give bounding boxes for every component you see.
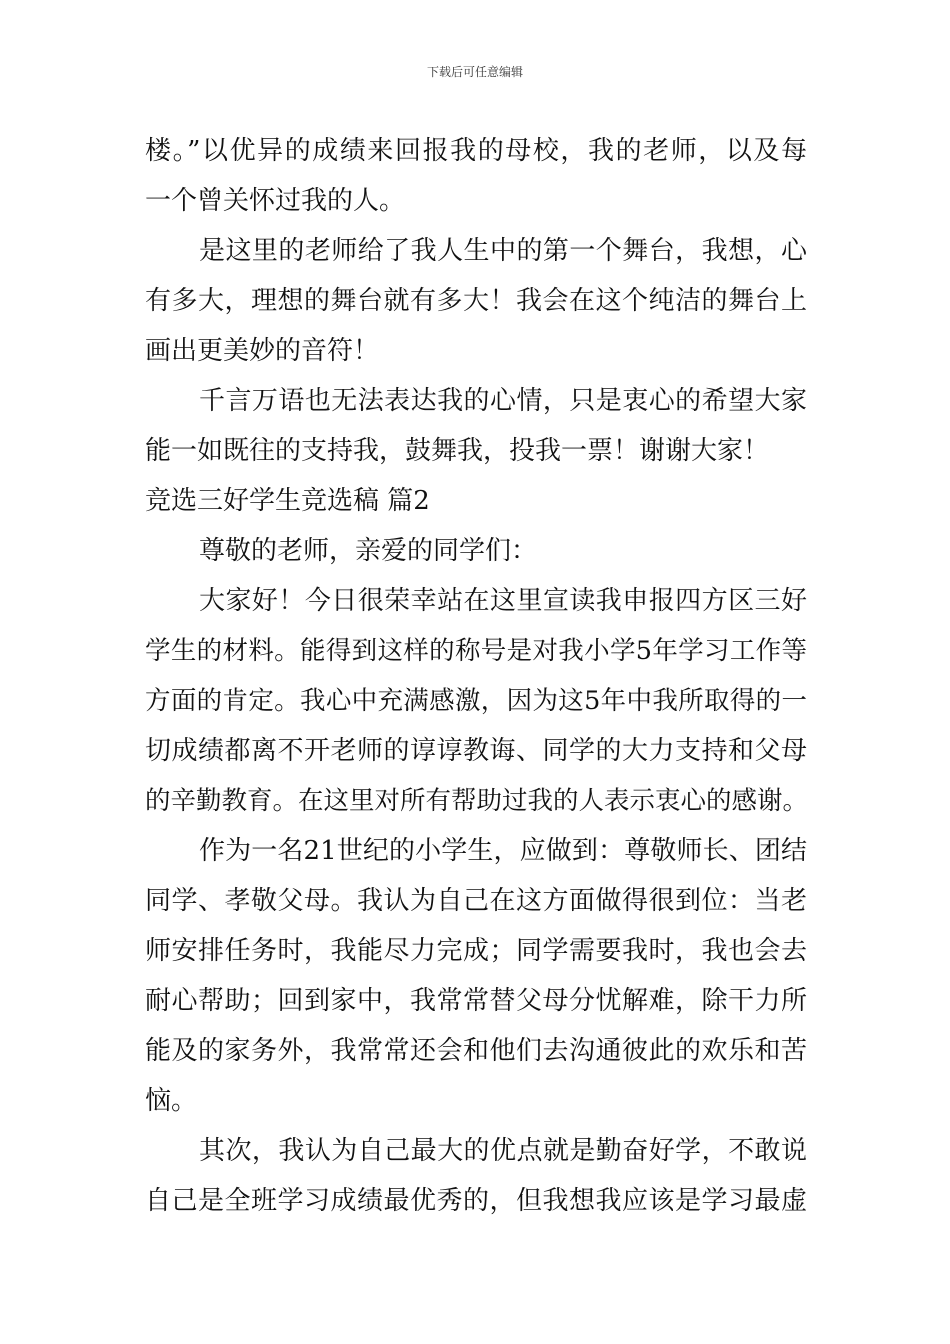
text-line: 画出更美妙的音符！ [145,336,380,366]
text-line: 的辛勤教育。在这里对所有帮助过我的人表示衷心的感谢。 [145,786,809,816]
text-line: 师安排任务时，我能尽力完成；同学需要我时，我也会去 [145,936,807,966]
section-heading: 竞选三好学生竞选稿 篇2 [145,486,430,516]
text-line: 恼。 [145,1086,198,1116]
text-line: 同学、孝敬父母。我认为自己在这方面做得很到位：当老 [145,886,807,916]
paragraph-first-line: 千言万语也无法表达我的心情，只是衷心的希望大家 [199,386,807,416]
text-line: 自己是全班学习成绩最优秀的，但我想我应该是学习最虚 [145,1186,807,1216]
text-line: 楼。”以优异的成绩来回报我的母校，我的老师，以及每 [145,136,807,166]
text-line: 一个曾关怀过我的人。 [145,186,406,216]
paragraph-first-line: 大家好！今日很荣幸站在这里宣读我申报四方区三好 [199,586,807,616]
paragraph-first-line: 作为一名21世纪的小学生，应做到：尊敬师长、团结 [199,836,807,866]
text-line: 能及的家务外，我常常还会和他们去沟通彼此的欢乐和苦 [145,1036,807,1066]
page-header: 下载后可任意编辑 [426,65,523,79]
text-line: 方面的肯定。我心中充满感激，因为这5年中我所取得的一 [145,686,807,716]
text-line: 能一如既往的支持我，鼓舞我，投我一票！谢谢大家！ [145,436,770,466]
document-body [145,126,807,1226]
text-line: 耐心帮助；回到家中，我常常替父母分忧解难，除干力所 [145,986,807,1016]
salutation: 尊敬的老师，亲爱的同学们： [199,536,538,566]
paragraph-first-line: 是这里的老师给了我人生中的第一个舞台，我想，心 [199,236,807,266]
text-line: 学生的材料。能得到这样的称号是对我小学5年学习工作等 [145,636,807,666]
paragraph-first-line: 其次，我认为自己最大的优点就是勤奋好学，不敢说 [199,1136,807,1166]
text-line: 有多大，理想的舞台就有多大！我会在这个纯洁的舞台上 [145,286,807,316]
text-line: 切成绩都离不开老师的谆谆教诲、同学的大力支持和父母 [145,736,807,766]
